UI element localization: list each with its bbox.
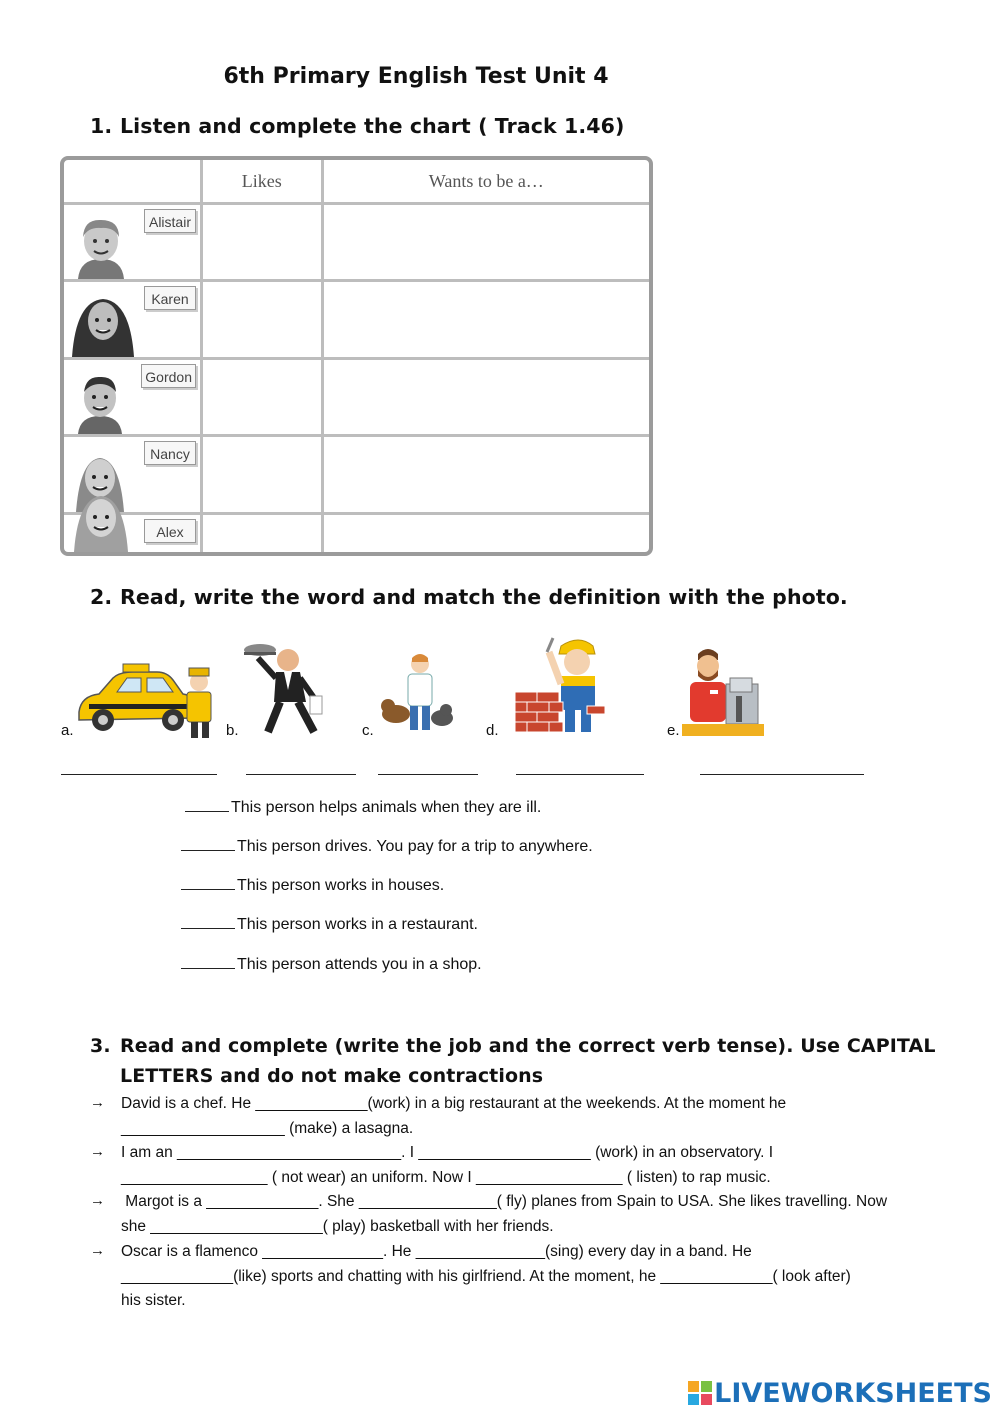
definition-row	[181, 836, 593, 856]
liveworksheets-logo-icon	[688, 1381, 712, 1405]
nametag-gordon: Gordon	[141, 364, 196, 388]
person-cell-alex	[64, 513, 202, 552]
answer-likes-alex[interactable]	[202, 513, 323, 552]
section-3-number: 3.	[90, 1035, 111, 1057]
section-1-title: Listen and complete the chart ( Track 1.46)	[120, 114, 625, 138]
photo-letter-b: b.	[226, 722, 239, 739]
definition-text: This person works in houses.	[237, 877, 445, 894]
person-cell-alistair	[64, 204, 202, 281]
vet-photo-icon	[380, 652, 455, 736]
waiter-photo-icon	[240, 638, 330, 738]
arrow-icon: →	[90, 1192, 105, 1209]
exercise-line: _____________(like) sports and chatting with his girlfriend. At the moment, he _____________( look after)	[121, 1267, 851, 1285]
cashier-photo-icon	[682, 644, 764, 738]
answer-wants-alex[interactable]	[322, 513, 649, 552]
definition-text: This person attends you in a shop.	[237, 956, 482, 973]
definition-row	[185, 797, 541, 817]
definition-row	[181, 914, 478, 934]
exercise-line: Margot is a _____________. She ________________( fly) planes from Spain to USA. She likes travelling. Now	[121, 1193, 888, 1210]
section-1-number: 1.	[90, 114, 113, 138]
match-blank[interactable]	[181, 954, 235, 969]
definition-row	[181, 954, 482, 974]
match-blank[interactable]	[181, 914, 235, 929]
arrow-icon: →	[90, 1143, 105, 1160]
match-blank[interactable]	[181, 875, 235, 890]
photo-letter-c: c.	[362, 722, 374, 739]
exercise-item-4[interactable]	[121, 1240, 941, 1314]
answer-likes-karen[interactable]	[202, 281, 323, 358]
definition-text: This person drives. You pay for a trip to anywhere.	[237, 838, 593, 855]
answer-likes-alistair[interactable]	[202, 204, 323, 281]
exercise-item-3[interactable]	[121, 1190, 941, 1239]
section-3-title-line2: LETTERS and do not make contractions	[120, 1065, 544, 1087]
boy-portrait-icon	[70, 215, 132, 279]
section-3-heading	[90, 1035, 936, 1057]
exercise-line: ___________________ (make) a lasagna.	[121, 1119, 414, 1137]
exercise-line: she ____________________( play) basketball with her friends.	[121, 1217, 554, 1235]
logo-text: LIVEWORKSHEETS	[714, 1378, 992, 1409]
answer-line-a[interactable]	[61, 774, 217, 775]
section-1-heading	[90, 114, 624, 138]
photo-letter-e: e.	[667, 722, 680, 739]
person-cell-gordon	[64, 358, 202, 435]
taxi-driver-photo-icon	[75, 652, 225, 740]
section-3-title-line1: Read and complete (write the job and the correct verb tense). Use CAPITAL	[120, 1035, 936, 1057]
answer-line-d[interactable]	[516, 774, 644, 775]
answer-line-c[interactable]	[378, 774, 478, 775]
boy-portrait-icon	[70, 370, 130, 434]
nametag-alex: Alex	[144, 519, 196, 543]
exercise-line: his sister.	[121, 1292, 186, 1309]
liveworksheets-logo[interactable]	[688, 1378, 992, 1409]
answer-wants-karen[interactable]	[322, 281, 649, 358]
girl-portrait-icon	[70, 488, 132, 552]
page-title: 6th Primary English Test Unit 4	[223, 64, 609, 89]
section-2-heading	[90, 585, 848, 609]
section-2-title: Read, write the word and match the definition with the photo.	[120, 585, 848, 609]
exercise-line: I am an __________________________. I ____________________ (work) in an observatory. I	[121, 1144, 774, 1161]
arrow-icon: →	[90, 1242, 105, 1259]
exercise-item-2[interactable]	[121, 1141, 941, 1190]
nametag-karen: Karen	[144, 286, 196, 310]
nametag-alistair: Alistair	[144, 209, 196, 233]
answer-line-e[interactable]	[700, 774, 864, 775]
definition-row	[181, 875, 444, 895]
builder-photo-icon	[513, 632, 608, 738]
answer-line-b[interactable]	[246, 774, 356, 775]
answer-wants-nancy[interactable]	[322, 436, 649, 513]
arrow-icon: →	[90, 1094, 105, 1111]
section-2-number: 2.	[90, 585, 113, 609]
exercise-item-1[interactable]	[121, 1092, 941, 1141]
girl-portrait-icon	[70, 293, 136, 357]
answer-wants-gordon[interactable]	[322, 358, 649, 435]
photo-letter-a: a.	[61, 722, 74, 739]
answer-likes-gordon[interactable]	[202, 358, 323, 435]
listening-chart	[60, 156, 653, 556]
person-cell-karen	[64, 281, 202, 358]
column-header-likes: Likes	[202, 160, 323, 204]
definition-text: This person works in a restaurant.	[237, 916, 478, 933]
column-header-wants: Wants to be a…	[322, 160, 649, 204]
exercise-line: David is a chef. He _____________(work) in a big restaurant at the weekends. At the moment he	[121, 1095, 787, 1112]
exercise-line: _________________ ( not wear) an uniform. Now I _________________ ( listen) to rap music.	[121, 1168, 771, 1186]
match-blank[interactable]	[181, 836, 235, 851]
answer-likes-nancy[interactable]	[202, 436, 323, 513]
definition-text: This person helps animals when they are ill.	[231, 799, 542, 816]
nametag-nancy: Nancy	[144, 441, 196, 465]
photo-letter-d: d.	[486, 722, 499, 739]
match-blank[interactable]	[185, 797, 229, 812]
chart-corner-cell	[64, 160, 202, 204]
exercise-line: Oscar is a flamenco ______________. He _______________(sing) every day in a band. He	[121, 1243, 752, 1260]
answer-wants-alistair[interactable]	[322, 204, 649, 281]
